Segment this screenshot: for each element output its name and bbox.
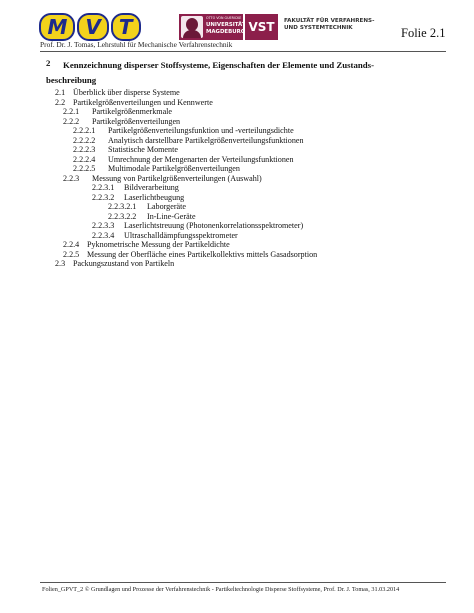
toc-text: Packungszustand von Partikeln: [73, 259, 175, 268]
toc-text: Laserlichtbeugung: [124, 192, 185, 202]
toc-text: Messung von Partikelgrößenverteilungen (Auswahl): [92, 173, 262, 183]
toc-row: [0, 259, 474, 269]
toc-number: 2.2.3.1: [92, 183, 115, 192]
toc-row: [0, 240, 474, 250]
toc-row: [0, 88, 474, 98]
toc-text: Überblick über disperse Systeme: [73, 88, 180, 97]
toc-number: 2.3: [55, 259, 66, 268]
toc-row: [0, 174, 474, 184]
toc-text: Partikelgrößenverteilungen und Kennwerte: [73, 97, 213, 107]
toc-number: 2.2.3.2: [92, 192, 115, 202]
toc-text: Messung der Oberfläche eines Partikelkollektivs mittels Gasadsorption: [87, 249, 318, 259]
ovgu-logo-line2: UNIVERSITÄT: [206, 22, 246, 28]
header-divider: [40, 51, 446, 52]
footer-text: Folien_GPVT_2 © Grundlagen und Prozesse der Verfahrenstechnik - Partikeltechnologie Disperse Stoffsysteme, Prof. Dr. J. Tomas, 31.03.2014: [42, 586, 400, 593]
faculty-name-line2: UND SYSTEMTECHNIK: [284, 25, 353, 32]
toc-row: [0, 183, 474, 193]
guericke-portrait-icon: [181, 16, 203, 38]
toc-number: 2.2.2.3: [73, 145, 96, 154]
toc-row: [0, 231, 474, 241]
section-number: 2: [46, 58, 51, 68]
toc-row: [0, 202, 474, 212]
ovgu-logo: [179, 14, 246, 40]
toc-text: Laborgeräte: [147, 202, 186, 211]
toc-row: [0, 117, 474, 127]
toc-row: [0, 250, 474, 260]
toc-number: 2.2.3: [63, 173, 80, 183]
ovgu-logo-line3: MAGDEBURG: [206, 29, 246, 35]
toc-text: Umrechnung der Mengenarten der Verteilungsfunktionen: [108, 154, 294, 164]
section-title-line2: beschreibung: [46, 75, 97, 85]
toc-text: Partikelgrößenverteilungen: [92, 116, 181, 126]
toc-text: Analytisch darstellbare Partikelgrößenverteilungsfunktionen: [108, 135, 304, 145]
toc-row: [0, 107, 474, 117]
mvt-logo-letter-m: M: [39, 13, 75, 41]
vst-logo: VST: [245, 14, 278, 40]
toc-row: [0, 126, 474, 136]
toc-row: [0, 145, 474, 155]
toc-text: In-Line-Geräte: [147, 211, 196, 221]
toc-row: [0, 212, 474, 222]
toc-number: 2.2.2.5: [73, 164, 96, 173]
toc-number: 2.2.2.1: [73, 126, 96, 135]
toc-number: 2.2: [55, 97, 66, 107]
footer-divider: [40, 582, 446, 583]
toc-text: Multimodale Partikelgrößenverteilungen: [108, 164, 240, 173]
author-line: Prof. Dr. J. Tomas, Lehrstuhl für Mechanische Verfahrenstechnik: [40, 40, 233, 49]
mvt-logo: [40, 14, 140, 40]
toc-number: 2.2.5: [63, 249, 80, 259]
toc-row: [0, 164, 474, 174]
toc-number: 2.2.2.2: [73, 135, 96, 145]
toc-number: 2.2.3.3: [92, 221, 115, 230]
table-of-contents: [0, 88, 474, 269]
ovgu-logo-line1: OTTO VON GUERICKE: [206, 16, 242, 20]
toc-text: Partikelgrößenverteilungsfunktion und -verteilungsdichte: [108, 126, 294, 135]
toc-number: 2.2.3.4: [92, 230, 115, 240]
toc-text: Bildverarbeitung: [124, 183, 179, 192]
mvt-logo-letter-v: V: [77, 13, 108, 41]
toc-number: 2.2.2: [63, 116, 80, 126]
slide-number: Folie 2.1: [401, 26, 446, 40]
toc-number: 2.2.3.2.2: [108, 211, 137, 221]
faculty-name-line1: FAKULTÄT FÜR VERFAHRENS-: [284, 18, 375, 24]
toc-text: Partikelgrößenmerkmale: [92, 107, 173, 116]
toc-row: [0, 155, 474, 165]
toc-number: 2.2.1: [63, 107, 80, 116]
toc-number: 2.2.4: [63, 240, 80, 249]
toc-number: 2.1: [55, 88, 66, 97]
faculty-name: [284, 18, 374, 32]
toc-text: Laserlichtstreuung (Photonenkorrelationsspektrometer): [124, 221, 304, 230]
section-title-line1: Kennzeichnung disperser Stoffsysteme, Eigenschaften der Elemente und Zustands-: [63, 60, 375, 70]
toc-text: Ultraschalldämpfungsspektrometer: [124, 230, 238, 240]
toc-row: [0, 98, 474, 108]
toc-number: 2.2.3.2.1: [108, 202, 137, 211]
toc-row: [0, 193, 474, 203]
toc-row: [0, 136, 474, 146]
toc-text: Statistische Momente: [108, 145, 178, 154]
toc-text: Pyknometrische Messung der Partikeldichte: [87, 240, 230, 249]
toc-number: 2.2.2.4: [73, 154, 96, 164]
toc-row: [0, 221, 474, 231]
mvt-logo-letter-t: T: [111, 13, 141, 41]
